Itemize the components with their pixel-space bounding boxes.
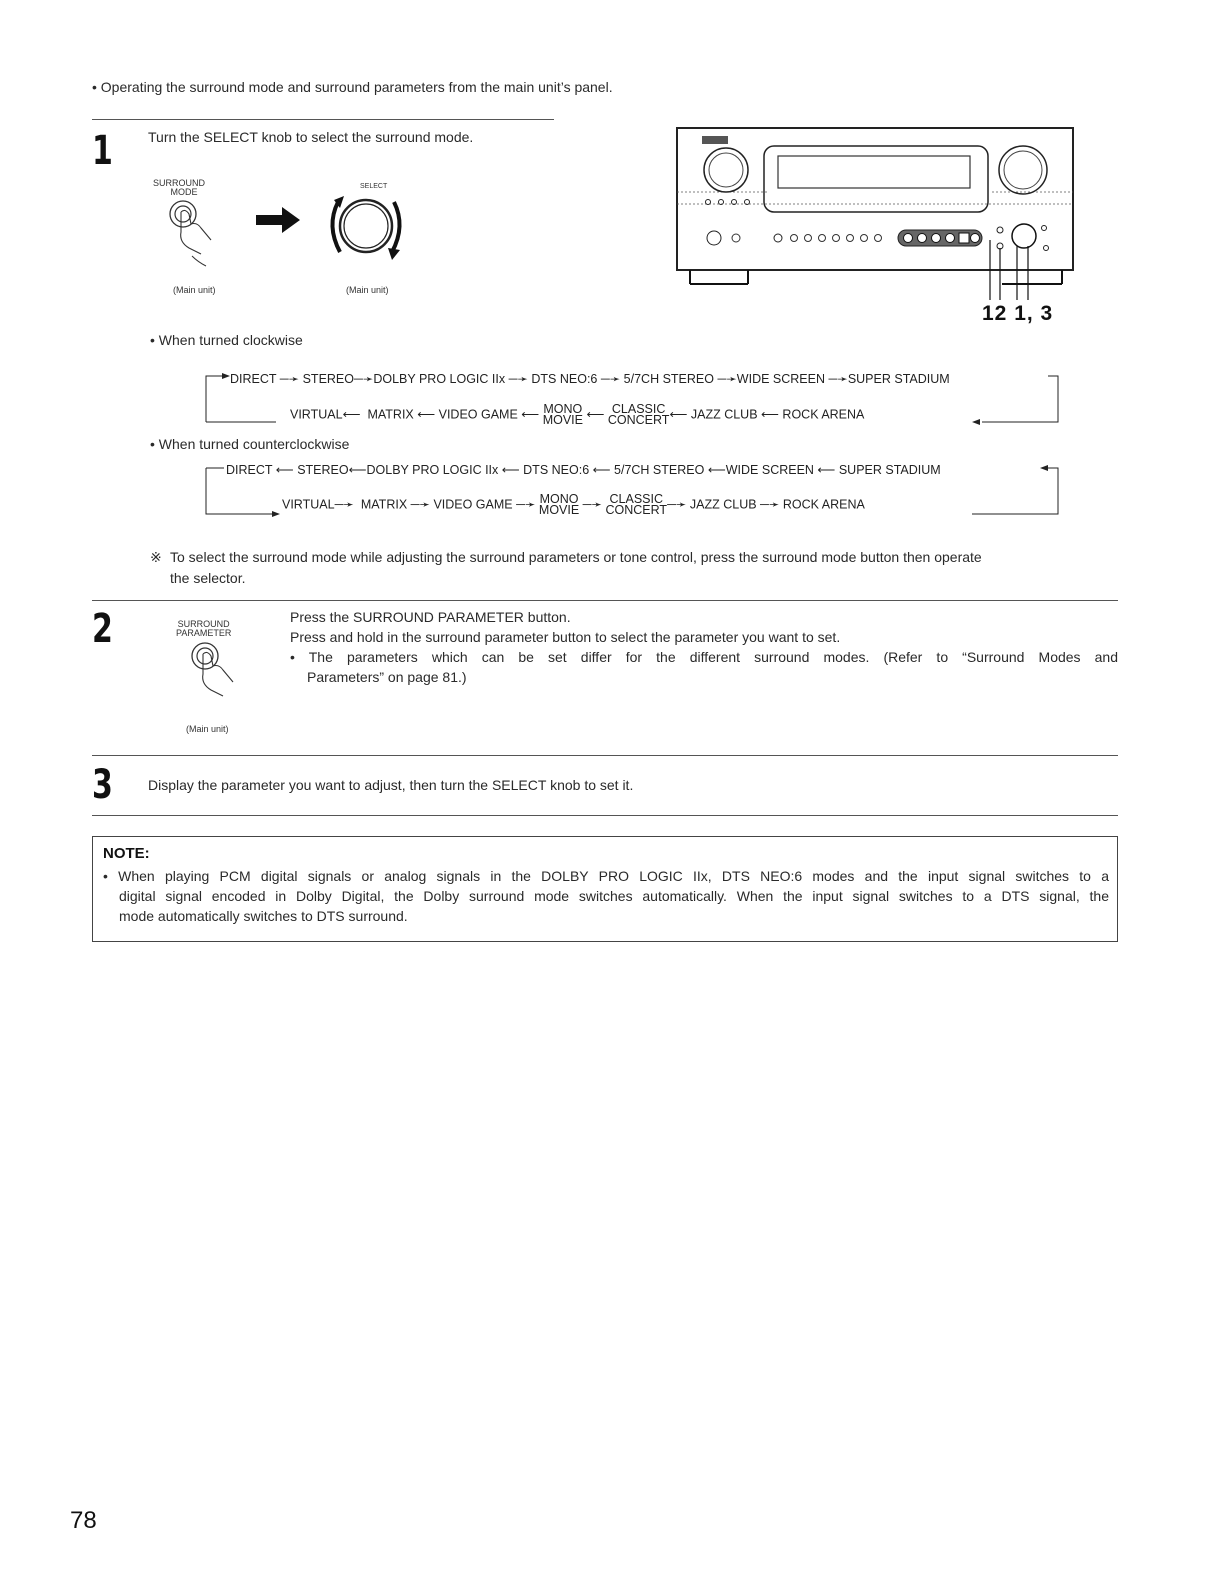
clockwise-top-row: DIRECT ─➛ STEREO─➛DOLBY PRO LOGIC IIx ─➛ DTS NEO:6 ─➛ 5/7CH STEREO ─➛WIDE SCREEN ─➛SUPER STADIUM bbox=[230, 372, 950, 386]
mode-jazz-club: JAZZ CLUB bbox=[690, 407, 758, 422]
divider bbox=[92, 755, 1118, 756]
clockwise-label: • When turned clockwise bbox=[150, 332, 303, 348]
mode-5-7ch-stereo: 5/7CH STEREO bbox=[614, 463, 705, 477]
reference-mark: ※ bbox=[150, 549, 162, 565]
mode-wide-screen: WIDE SCREEN bbox=[736, 372, 825, 386]
receiver-front-panel-illustration bbox=[672, 124, 1076, 304]
surround-mode-label: SURROUND MODE bbox=[153, 178, 206, 197]
mode-wide-screen: WIDE SCREEN bbox=[725, 463, 814, 477]
main-unit-label-left: (Main unit) bbox=[173, 285, 216, 295]
note-line-2: digital signal encoded in Dolby Digital, the Dolby surround mode switches automatically. When the input signal switches to a DTS signal, the bbox=[119, 888, 1109, 904]
surround-parameter-label: SURROUND PARAMETER bbox=[176, 619, 232, 638]
note-line-3: mode automatically switches to DTS surround. bbox=[119, 908, 408, 924]
note-title: NOTE: bbox=[103, 845, 150, 862]
mode-super-stadium: SUPER STADIUM bbox=[847, 372, 950, 386]
main-unit-label: (Main unit) bbox=[186, 724, 229, 734]
mode-super-stadium: SUPER STADIUM bbox=[838, 463, 941, 477]
device-callout-numbers: 12 1, 3 bbox=[982, 302, 1054, 325]
mode-video-game: VIDEO GAME bbox=[433, 497, 513, 512]
selector-note-line-1: To select the surround mode while adjusting the surround parameters or tone control, press the surround mode button then operate bbox=[170, 549, 982, 565]
step-2-bullet-line-1: • The parameters which can be set differ for the different surround modes. (Refer to “Surround Modes and bbox=[290, 649, 1118, 665]
mode-direct: DIRECT bbox=[230, 372, 277, 386]
mode-matrix: MATRIX bbox=[360, 497, 408, 512]
divider bbox=[92, 119, 554, 120]
step-3-text: Display the parameter you want to adjust, then turn the SELECT knob to set it. bbox=[148, 777, 634, 793]
intro-text: • Operating the surround mode and surround parameters from the main unit’s panel. bbox=[92, 79, 613, 95]
mode-dts-neo6: DTS NEO:6 bbox=[523, 463, 590, 477]
divider bbox=[92, 600, 1118, 601]
mode-stereo: STEREO bbox=[297, 463, 349, 477]
selector-note-line-2: the selector. bbox=[170, 570, 246, 586]
step-2-bullet-line-2: Parameters” on page 81.) bbox=[307, 669, 467, 685]
divider bbox=[92, 815, 1118, 816]
step-2-line-1: Press the SURROUND PARAMETER button. bbox=[290, 609, 571, 625]
clockwise-bottom-row: VIRTUAL⟵ MATRIX ⟵ VIDEO GAME ⟵ MONO MOVIE ⟵ CLASSIC CONCERT⟵ JAZZ CLUB ⟵ ROCK ARENA bbox=[290, 402, 865, 427]
mode-virtual: VIRTUAL bbox=[282, 497, 335, 512]
mode-jazz-club: JAZZ CLUB bbox=[689, 497, 757, 512]
mode-mono-movie: MONO MOVIE bbox=[542, 402, 583, 427]
counterclockwise-bottom-row: VIRTUAL─➛ MATRIX ─➛ VIDEO GAME ─➛ MONO MOVIE ─➛ CLASSIC CONCERT─➛ JAZZ CLUB ─➛ ROCK ARENA bbox=[282, 492, 865, 517]
mode-5-7ch-stereo: 5/7CH STEREO bbox=[623, 372, 714, 386]
mode-direct: DIRECT bbox=[226, 463, 273, 477]
mode-dts-neo6: DTS NEO:6 bbox=[531, 372, 598, 386]
surround-parameter-button-icon bbox=[186, 640, 256, 710]
step-1-number: 1 bbox=[92, 128, 113, 174]
mode-stereo: STEREO bbox=[302, 372, 354, 386]
mode-matrix: MATRIX bbox=[367, 407, 414, 422]
counterclockwise-label: • When turned counterclockwise bbox=[150, 436, 350, 452]
mode-mono-movie: MONO MOVIE bbox=[538, 492, 580, 517]
main-unit-label-right: (Main unit) bbox=[346, 285, 389, 295]
page-number: 78 bbox=[70, 1507, 97, 1534]
mode-classic-concert: CLASSIC CONCERT bbox=[605, 492, 668, 517]
note-line-1: • When playing PCM digital signals or analog signals in the DOLBY PRO LOGIC IIx, DTS NEO:6 modes and the input signal switches to a bbox=[103, 868, 1109, 884]
note-box bbox=[92, 836, 1118, 942]
right-arrow-icon bbox=[256, 207, 302, 233]
surround-mode-button-icon bbox=[164, 198, 232, 268]
step-2-number: 2 bbox=[92, 606, 113, 652]
mode-classic-concert: CLASSIC CONCERT bbox=[607, 402, 670, 427]
mode-virtual: VIRTUAL bbox=[290, 407, 343, 422]
step-1-text: Turn the SELECT knob to select the surround mode. bbox=[148, 129, 474, 145]
mode-dolby-pro-logic: DOLBY PRO LOGIC IIx bbox=[366, 463, 499, 477]
mode-rock-arena: ROCK ARENA bbox=[782, 407, 865, 422]
select-label: SELECT bbox=[360, 183, 388, 190]
mode-rock-arena: ROCK ARENA bbox=[782, 497, 865, 512]
mode-dolby-pro-logic: DOLBY PRO LOGIC IIx bbox=[373, 372, 506, 386]
mode-video-game: VIDEO GAME bbox=[438, 407, 518, 422]
step-2-line-2: Press and hold in the surround parameter button to select the parameter you want to set. bbox=[290, 629, 841, 645]
select-knob-icon bbox=[316, 190, 416, 266]
step-3-number: 3 bbox=[92, 762, 113, 808]
counterclockwise-top-row: DIRECT ⟵ STEREO⟵DOLBY PRO LOGIC IIx ⟵ DTS NEO:6 ⟵ 5/7CH STEREO ⟵WIDE SCREEN ⟵ SUPER STADIUM bbox=[226, 463, 941, 477]
